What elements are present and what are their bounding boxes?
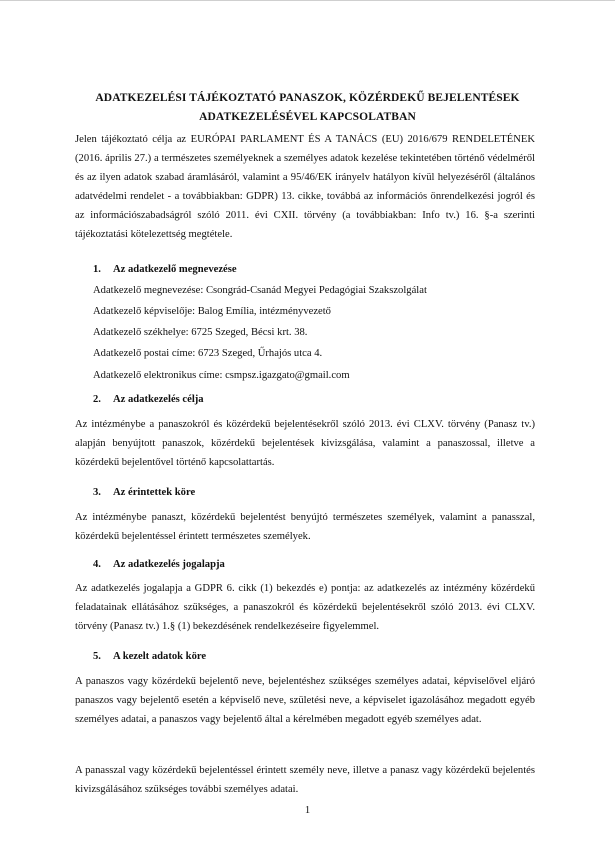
- purpose-paragraph: Az intézménybe a panaszokról és közérdekű bejelentésekről szóló 2013. évi CLXV. törvény (Panasz tv.) alapján benyújtott panaszok, közérdekű bejelentések kivizsgálása, valamint a panaszossal, illetve a közérdekű bejelentővel történő kapcsolattartás.: [75, 419, 535, 468]
- section-heading-3: 3. Az érintettek köre: [93, 487, 196, 498]
- controller-representative-field: Adatkezelő képviselője: Balog Emília, intézményvezető: [93, 306, 331, 317]
- controller-seat-field: Adatkezelő székhelye: 6725 Szeged, Bécsi krt. 38.: [93, 327, 308, 338]
- data-scope-paragraph-1: A panaszos vagy közérdekű bejelentő neve, bejelentéshez szükséges személyes adatai, képviselővel eljáró panaszos vagy bejelentő esetén a képviselő neve, születési neve, a képviselet igazolásához megadott egyéb személyes adatai, a panaszos vagy bejelentő által a kérelmében megadott egyéb személyes adat.: [75, 676, 535, 725]
- title-line-2: ADATKEZELÉSÉVEL KAPCSOLATBAN: [199, 111, 416, 123]
- controller-postal-field: Adatkezelő postai címe: 6723 Szeged, Űrhajós utca 4.: [93, 348, 323, 359]
- data-scope-paragraph-2: A panasszal vagy közérdekű bejelentéssel érintett személy neve, illetve a panasz vagy közérdekű bejelentés kivizsgálásához szükséges további személyes adatai.: [75, 765, 535, 795]
- controller-name-field: Adatkezelő megnevezése: Csongrád-Csanád Megyei Pedagógiai Szakszolgálat: [93, 285, 427, 296]
- section-heading-1: 1. Az adatkezelő megnevezése: [93, 264, 237, 275]
- subjects-paragraph: Az intézménybe panaszt, közérdekű bejelentést benyújtó természetes személyek, valamint a panasszal, közérdekű bejelentéssel érintett természetes személyek.: [75, 512, 535, 542]
- title-line-1: ADATKEZELÉSI TÁJÉKOZTATÓ PANASZOK, KÖZÉRDEKŰ BEJELENTÉSEK: [95, 92, 520, 104]
- intro-paragraph: Jelen tájékoztató célja az EURÓPAI PARLAMENT ÉS A TANÁCS (EU) 2016/679 RENDELETÉNEK (2016. április 27.) a természetes személyeknek a személyes adatok kezelése tekintetében történő védelméről és az ilyen adatok szabad áramlásáról, valamint a 95/46/EK irányelv hatályon kívül helyezéséről (általános adatvédelmi rendelet - a továbbiakban: GDPR) 13. cikke, továbbá az információs önrendelkezési jogról és az információszabadságról szóló 2011. évi CXII. törvény (a továbbiakban: Info tv.) 16. §-a szerinti tájékoztatási kötelezettség megtétele.: [75, 134, 535, 240]
- controller-email-field: Adatkezelő elektronikus címe: csmpsz.igazgato@gmail.com: [93, 370, 350, 381]
- document-title: [60, 89, 555, 127]
- page-number: 1: [304, 805, 311, 816]
- section-heading-4: 4. Az adatkezelés jogalapja: [93, 559, 225, 570]
- section-heading-2: 2. Az adatkezelés célja: [93, 394, 204, 405]
- legal-basis-paragraph: Az adatkezelés jogalapja a GDPR 6. cikk (1) bekezdés e) pontja: az adatkezelés az intézmény közérdekű feladatainak ellátásához szükséges, a panaszokról és közérdekű bejelentésekről szóló 2013. évi CLXV. törvény (Panasz tv.) 1.§ (1) bekezdésének rendelkezéseire figyelemmel.: [75, 583, 535, 632]
- section-heading-5: 5. A kezelt adatok köre: [93, 651, 207, 662]
